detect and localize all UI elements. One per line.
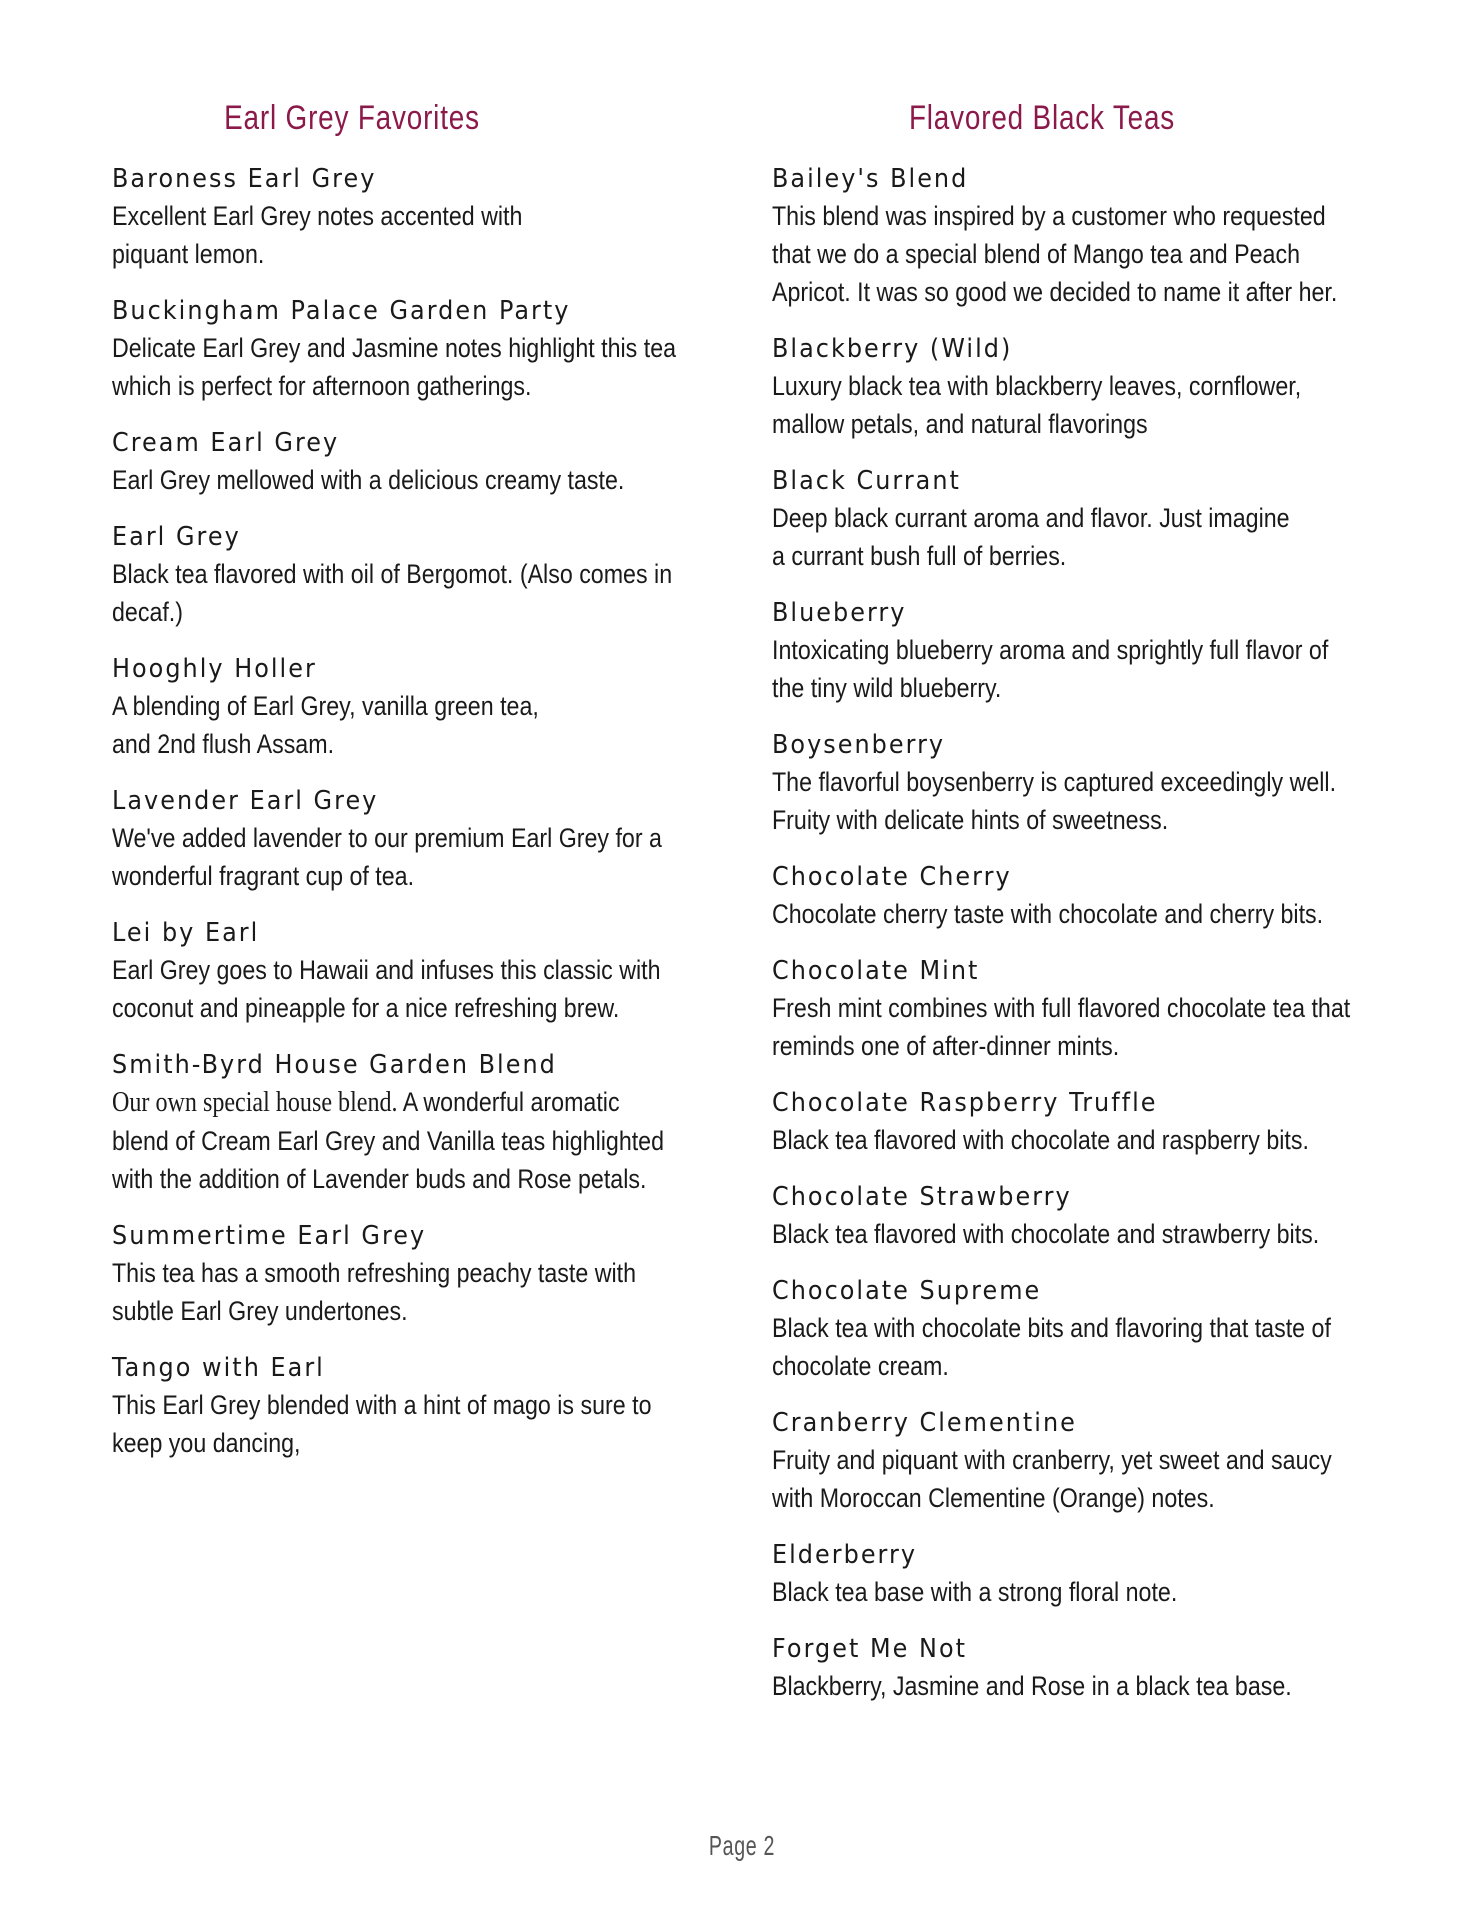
description-line: subtle Earl Grey undertones. bbox=[112, 1296, 408, 1326]
tea-name: Blueberry bbox=[772, 598, 907, 628]
tea-description bbox=[772, 1667, 1391, 1705]
description-line: This Earl Grey blended with a hint of mago is sure to bbox=[112, 1390, 652, 1420]
tea-description bbox=[112, 951, 711, 1027]
tea-description bbox=[772, 1121, 1391, 1159]
tea-description bbox=[772, 989, 1391, 1065]
description-line: Earl Grey mellowed with a delicious creamy taste. bbox=[112, 465, 625, 495]
tea-name: Chocolate Supreme bbox=[772, 1276, 1042, 1306]
tea-entry bbox=[772, 331, 1392, 443]
tea-description bbox=[112, 687, 711, 763]
tea-name: Cream Earl Grey bbox=[112, 428, 340, 458]
tea-name: Bailey's Blend bbox=[772, 164, 969, 194]
page-number: Page 2 bbox=[708, 1830, 776, 1861]
tea-name: Tango with Earl bbox=[112, 1353, 325, 1383]
tea-description bbox=[772, 1441, 1391, 1517]
description-line: This blend was inspired by a customer who requested bbox=[772, 201, 1326, 231]
description-line: This tea has a smooth refreshing peachy taste with bbox=[112, 1258, 637, 1288]
tea-entry bbox=[112, 783, 712, 895]
section-title-earl-grey: Earl Grey Favorites bbox=[224, 99, 480, 137]
tea-name: Earl Grey bbox=[112, 522, 241, 552]
tea-name: Chocolate Cherry bbox=[772, 862, 1012, 892]
description-line: Black tea base with a strong floral note. bbox=[772, 1577, 1178, 1607]
tea-entry bbox=[772, 953, 1392, 1065]
tea-name: Baroness Earl Grey bbox=[112, 164, 377, 194]
tea-name: Boysenberry bbox=[772, 730, 946, 760]
flavored-black-column bbox=[772, 95, 1392, 1725]
description-lead: Our own special house blend. bbox=[112, 1087, 398, 1118]
tea-entry bbox=[112, 519, 712, 631]
description-line: Earl Grey goes to Hawaii and infuses this classic with bbox=[112, 955, 661, 985]
tea-description bbox=[772, 499, 1391, 575]
tea-name: Forget Me Not bbox=[772, 1634, 968, 1664]
tea-description bbox=[772, 1573, 1391, 1611]
tea-description bbox=[772, 197, 1391, 311]
tea-name: Lei by Earl bbox=[112, 918, 260, 948]
description-line: Fruity with delicate hints of sweetness. bbox=[772, 805, 1169, 835]
description-line: and 2nd flush Assam. bbox=[112, 729, 335, 759]
description-line: We've added lavender to our premium Earl Grey for a bbox=[112, 823, 662, 853]
tea-name: Chocolate Mint bbox=[772, 956, 980, 986]
tea-entry bbox=[772, 1405, 1392, 1517]
description-line: wonderful fragrant cup of tea. bbox=[112, 861, 415, 891]
tea-entry bbox=[772, 859, 1392, 933]
tea-description bbox=[112, 1386, 711, 1462]
description-line: decaf.) bbox=[112, 597, 183, 627]
tea-description bbox=[112, 1254, 711, 1330]
tea-description bbox=[772, 367, 1391, 443]
description-line: that we do a special blend of Mango tea and Peach bbox=[772, 239, 1300, 269]
tea-entry bbox=[112, 651, 712, 763]
tea-name: Smith-Byrd House Garden Blend bbox=[112, 1050, 557, 1080]
description-line bbox=[112, 1083, 711, 1122]
tea-entry bbox=[772, 1273, 1392, 1385]
tea-name: Blackberry (Wild) bbox=[772, 334, 1013, 364]
description-line: coconut and pineapple for a nice refreshing brew. bbox=[112, 993, 620, 1023]
tea-description bbox=[772, 895, 1391, 933]
tea-description bbox=[772, 1309, 1391, 1385]
description-line: with Moroccan Clementine (Orange) notes. bbox=[772, 1483, 1215, 1513]
description-line: the tiny wild blueberry. bbox=[772, 673, 1002, 703]
tea-entry bbox=[772, 727, 1392, 839]
tea-name: Hooghly Holler bbox=[112, 654, 317, 684]
description-line: Intoxicating blueberry aroma and sprightly full flavor of bbox=[772, 635, 1329, 665]
tea-description bbox=[112, 461, 711, 499]
description-line: Fruity and piquant with cranberry, yet sweet and saucy bbox=[772, 1445, 1332, 1475]
tea-description bbox=[112, 197, 711, 273]
description-line: keep you dancing, bbox=[112, 1428, 301, 1458]
description-line: Black tea flavored with chocolate and raspberry bits. bbox=[772, 1125, 1309, 1155]
tea-description bbox=[112, 819, 711, 895]
description-line: mallow petals, and natural flavorings bbox=[772, 409, 1148, 439]
description-line: The flavorful boysenberry is captured exceedingly well. bbox=[772, 767, 1337, 797]
tea-name: Summertime Earl Grey bbox=[112, 1221, 427, 1251]
description-line: piquant lemon. bbox=[112, 239, 265, 269]
tea-entry bbox=[772, 1179, 1392, 1253]
tea-entry bbox=[112, 1350, 712, 1462]
description-line: Black tea flavored with oil of Bergomot. (Also comes in bbox=[112, 559, 673, 589]
description-line: Apricot. It was so good we decided to name it after her. bbox=[772, 277, 1338, 307]
description-line: a currant bush full of berries. bbox=[772, 541, 1067, 571]
tea-entry bbox=[112, 293, 712, 405]
tea-name: Chocolate Strawberry bbox=[772, 1182, 1072, 1212]
tea-description bbox=[772, 1215, 1391, 1253]
description-line: Chocolate cherry taste with chocolate and cherry bits. bbox=[772, 899, 1324, 929]
tea-name: Buckingham Palace Garden Party bbox=[112, 296, 571, 326]
tea-name: Lavender Earl Grey bbox=[112, 786, 379, 816]
tea-entry bbox=[112, 1047, 712, 1198]
description-line: chocolate cream. bbox=[772, 1351, 949, 1381]
tea-entry bbox=[112, 915, 712, 1027]
description-line: Black tea with chocolate bits and flavoring that taste of bbox=[772, 1313, 1331, 1343]
tea-entry bbox=[772, 1085, 1392, 1159]
description-line: Deep black currant aroma and flavor. Just imagine bbox=[772, 503, 1290, 533]
description-text: A wonderful aromatic bbox=[397, 1087, 620, 1117]
tea-description bbox=[112, 329, 711, 405]
tea-entry bbox=[112, 161, 712, 273]
tea-entry bbox=[772, 595, 1392, 707]
earl-grey-list bbox=[112, 161, 712, 1462]
description-line: Black tea flavored with chocolate and strawberry bits. bbox=[772, 1219, 1320, 1249]
earl-grey-column bbox=[112, 95, 712, 1482]
tea-entry bbox=[772, 463, 1392, 575]
flavored-black-list bbox=[772, 161, 1392, 1705]
description-line: A blending of Earl Grey, vanilla green tea, bbox=[112, 691, 539, 721]
description-line: reminds one of after-dinner mints. bbox=[772, 1031, 1120, 1061]
tea-entry bbox=[112, 1218, 712, 1330]
description-line: Luxury black tea with blackberry leaves, cornflower, bbox=[772, 371, 1302, 401]
description-line: blend of Cream Earl Grey and Vanilla teas highlighted bbox=[112, 1126, 665, 1156]
tea-description bbox=[772, 631, 1391, 707]
tea-entry bbox=[772, 1537, 1392, 1611]
tea-entry bbox=[772, 161, 1392, 311]
section-title-flavored-black: Flavored Black Teas bbox=[908, 99, 1176, 137]
tea-name: Elderberry bbox=[772, 1540, 918, 1570]
tea-description bbox=[112, 1083, 711, 1198]
description-line: with the addition of Lavender buds and Rose petals. bbox=[112, 1164, 647, 1194]
tea-entry bbox=[112, 425, 712, 499]
description-line: which is perfect for afternoon gatherings. bbox=[112, 371, 532, 401]
tea-name: Black Currant bbox=[772, 466, 961, 496]
tea-description bbox=[112, 555, 711, 631]
description-line: Fresh mint combines with full flavored chocolate tea that bbox=[772, 993, 1351, 1023]
tea-entry bbox=[772, 1631, 1392, 1705]
description-line: Blackberry, Jasmine and Rose in a black tea base. bbox=[772, 1671, 1292, 1701]
description-line: Delicate Earl Grey and Jasmine notes highlight this tea bbox=[112, 333, 677, 363]
tea-description bbox=[772, 763, 1391, 839]
description-line: Excellent Earl Grey notes accented with bbox=[112, 201, 523, 231]
tea-name: Cranberry Clementine bbox=[772, 1408, 1077, 1438]
tea-name: Chocolate Raspberry Truffle bbox=[772, 1088, 1158, 1118]
